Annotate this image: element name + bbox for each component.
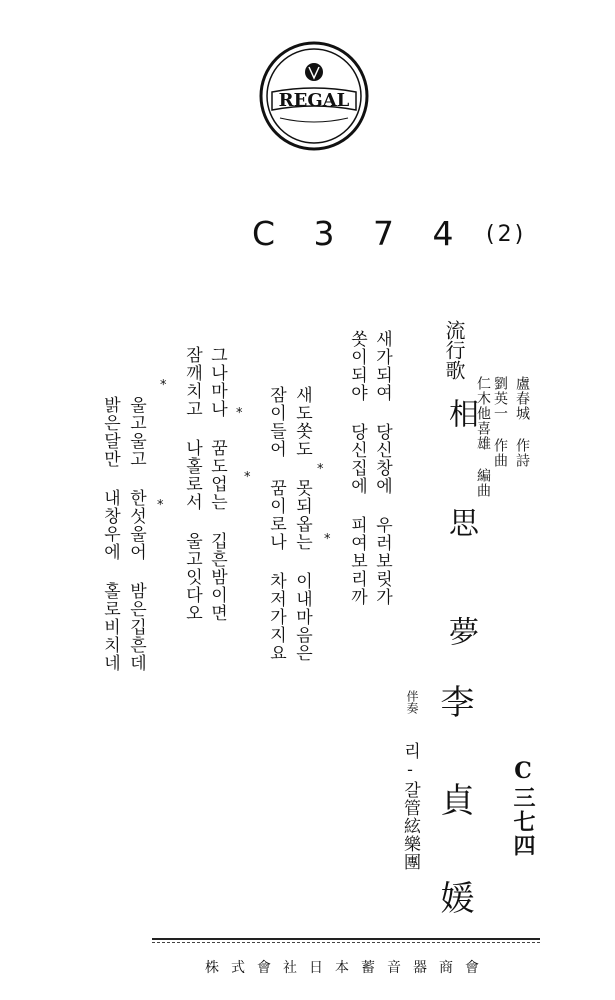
lyric-line: 그나마나 꿈도업는 깁흔밤이면 (207, 346, 227, 622)
lyric-line: 밝은달만 내창우에 홀로비치네 (100, 396, 120, 672)
lyric-line: 잠이들어 꿈이로나 차저가지요 (266, 386, 286, 662)
lyric-line: 잠깨치고 나홀로서 울고잇다오 (182, 346, 202, 622)
song-title: 相 思 夢 (443, 398, 478, 668)
composer-credit: 劉英一 作曲 (492, 376, 508, 468)
verse-separator: * (157, 498, 164, 513)
verse-separator: * (317, 462, 324, 477)
accompaniment-label: 伴奏 (405, 690, 419, 714)
side-number: (2) (486, 222, 527, 247)
arranger-credit: 仁木他喜雄 編曲 (475, 376, 491, 498)
logo-text: REGAL (278, 90, 350, 111)
catalog-number-vertical: C三七四 (510, 758, 536, 858)
lyricist-credit: 盧春城 作詩 (514, 376, 530, 468)
performer-name: 李 貞 媛 (434, 684, 474, 926)
verse-separator: * (160, 378, 167, 393)
regal-logo (258, 40, 370, 152)
verse-separator: * (324, 532, 331, 547)
lyric-line: 쏫이되야 당신집에 피여보리까 (347, 330, 367, 606)
song-genre: 流行歌 (442, 320, 466, 380)
company-name: 株式會社日本蓄音器商會 (205, 960, 491, 976)
orchestra-name: 리-갈管絃樂團 (400, 742, 420, 871)
verse-separator: * (244, 470, 251, 485)
footer-rule (152, 938, 540, 941)
lyric-line: 새도쏫도 못되옵는 이내마음은 (292, 386, 312, 662)
lyric-line: 울고울고 한섯울어 밤은깁흔데 (126, 396, 146, 672)
catalog-number: C 3 7 4 (252, 214, 468, 253)
lyric-line: 새가되여 당신창에 우러보릿가 (372, 330, 392, 606)
verse-separator: * (236, 406, 243, 421)
